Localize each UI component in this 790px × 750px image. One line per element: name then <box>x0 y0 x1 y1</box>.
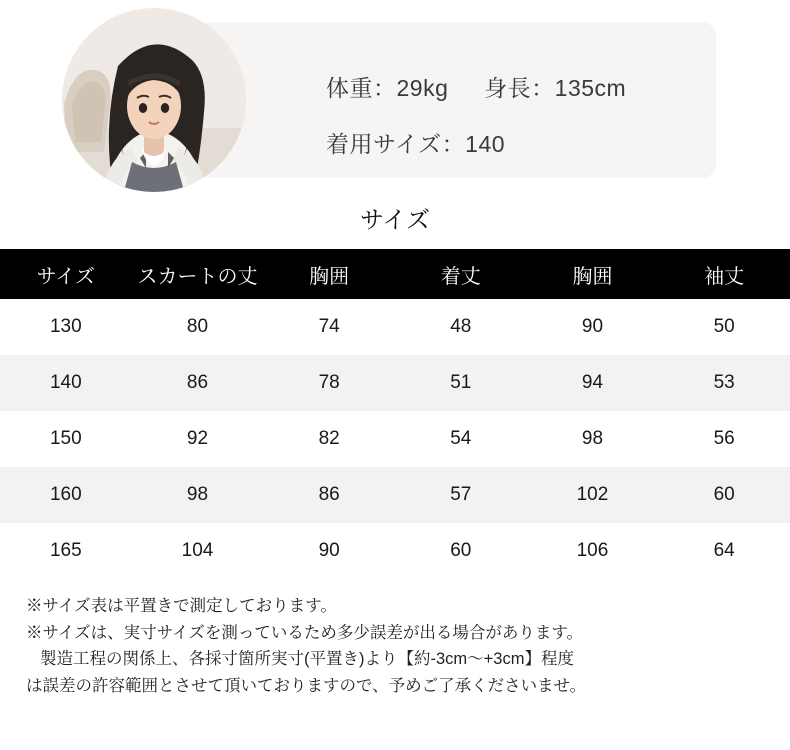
table-header-row <box>0 249 790 299</box>
size-table-head <box>0 249 790 299</box>
table-row <box>0 411 790 467</box>
size-table <box>0 249 790 579</box>
cell-bust-2: 94 <box>581 372 604 393</box>
model-info-block <box>0 0 790 200</box>
cell-skirt-length: 92 <box>186 428 209 449</box>
model-info-card <box>196 22 716 178</box>
cell-sleeve-length: 60 <box>713 484 735 505</box>
cell-size: 130 <box>49 316 82 337</box>
model-height: 身長：135cm <box>484 75 627 101</box>
cell-bust-2: 106 <box>576 540 609 561</box>
cell-garment-length: 60 <box>450 540 472 561</box>
table-row <box>0 467 790 523</box>
note-line-3: 製造工程の関係上、各採寸箇所実寸(平置き)より【約-3cm〜+3cm】程度 <box>40 650 574 669</box>
cell-size: 165 <box>49 540 82 561</box>
cell-skirt-length: 80 <box>186 316 209 337</box>
table-row <box>0 299 790 355</box>
column-header-garment-length: 着丈 <box>395 249 527 299</box>
cell-bust-1: 90 <box>318 540 340 561</box>
note-line-4: は誤差の許容範囲とさせて頂いておりますので、予めご了承くださいませ。 <box>26 677 587 696</box>
cell-sleeve-length: 53 <box>713 372 735 393</box>
model-wearing-size: 着用サイズ：140 <box>326 131 506 157</box>
cell-bust-2: 90 <box>581 316 604 337</box>
note-line-2: ※サイズは、実寸サイズを測っているため多少誤差が出る場合があります。 <box>26 623 584 642</box>
table-row <box>0 523 790 579</box>
cell-sleeve-length: 56 <box>713 428 735 449</box>
cell-bust-1: 82 <box>318 428 340 449</box>
section-title: サイズ <box>359 207 431 234</box>
column-header-sleeve-length: 袖丈 <box>658 249 790 299</box>
table-row <box>0 355 790 411</box>
cell-bust-1: 86 <box>318 484 340 505</box>
cell-sleeve-length: 64 <box>713 540 735 561</box>
cell-garment-length: 51 <box>450 372 472 393</box>
model-photo <box>62 8 246 192</box>
cell-sleeve-length: 50 <box>713 316 735 337</box>
cell-skirt-length: 86 <box>186 372 209 393</box>
cell-size: 150 <box>49 428 82 449</box>
cell-size: 140 <box>49 372 82 393</box>
model-weight: 体重：29kg <box>326 75 449 101</box>
notes-block <box>0 579 790 700</box>
cell-skirt-length: 98 <box>186 484 209 505</box>
column-header-bust-2: 胸囲 <box>527 249 659 299</box>
model-measurements-line <box>326 70 626 103</box>
cell-skirt-length: 104 <box>181 540 214 561</box>
cell-garment-length: 57 <box>450 484 472 505</box>
cell-garment-length: 48 <box>450 316 472 337</box>
model-photo-illustration <box>62 8 246 192</box>
note-line-1: ※サイズ表は平置きで測定しております。 <box>26 597 337 615</box>
cell-size: 160 <box>49 484 82 505</box>
column-header-size: サイズ <box>0 249 132 299</box>
column-header-bust-1: 胸囲 <box>263 249 395 299</box>
cell-bust-2: 102 <box>576 484 609 505</box>
size-table-body <box>0 299 790 579</box>
cell-bust-1: 78 <box>318 372 340 393</box>
cell-garment-length: 54 <box>450 428 472 449</box>
column-header-skirt-length: スカートの丈 <box>132 249 264 299</box>
cell-bust-1: 74 <box>318 316 340 337</box>
cell-bust-2: 98 <box>581 428 604 449</box>
